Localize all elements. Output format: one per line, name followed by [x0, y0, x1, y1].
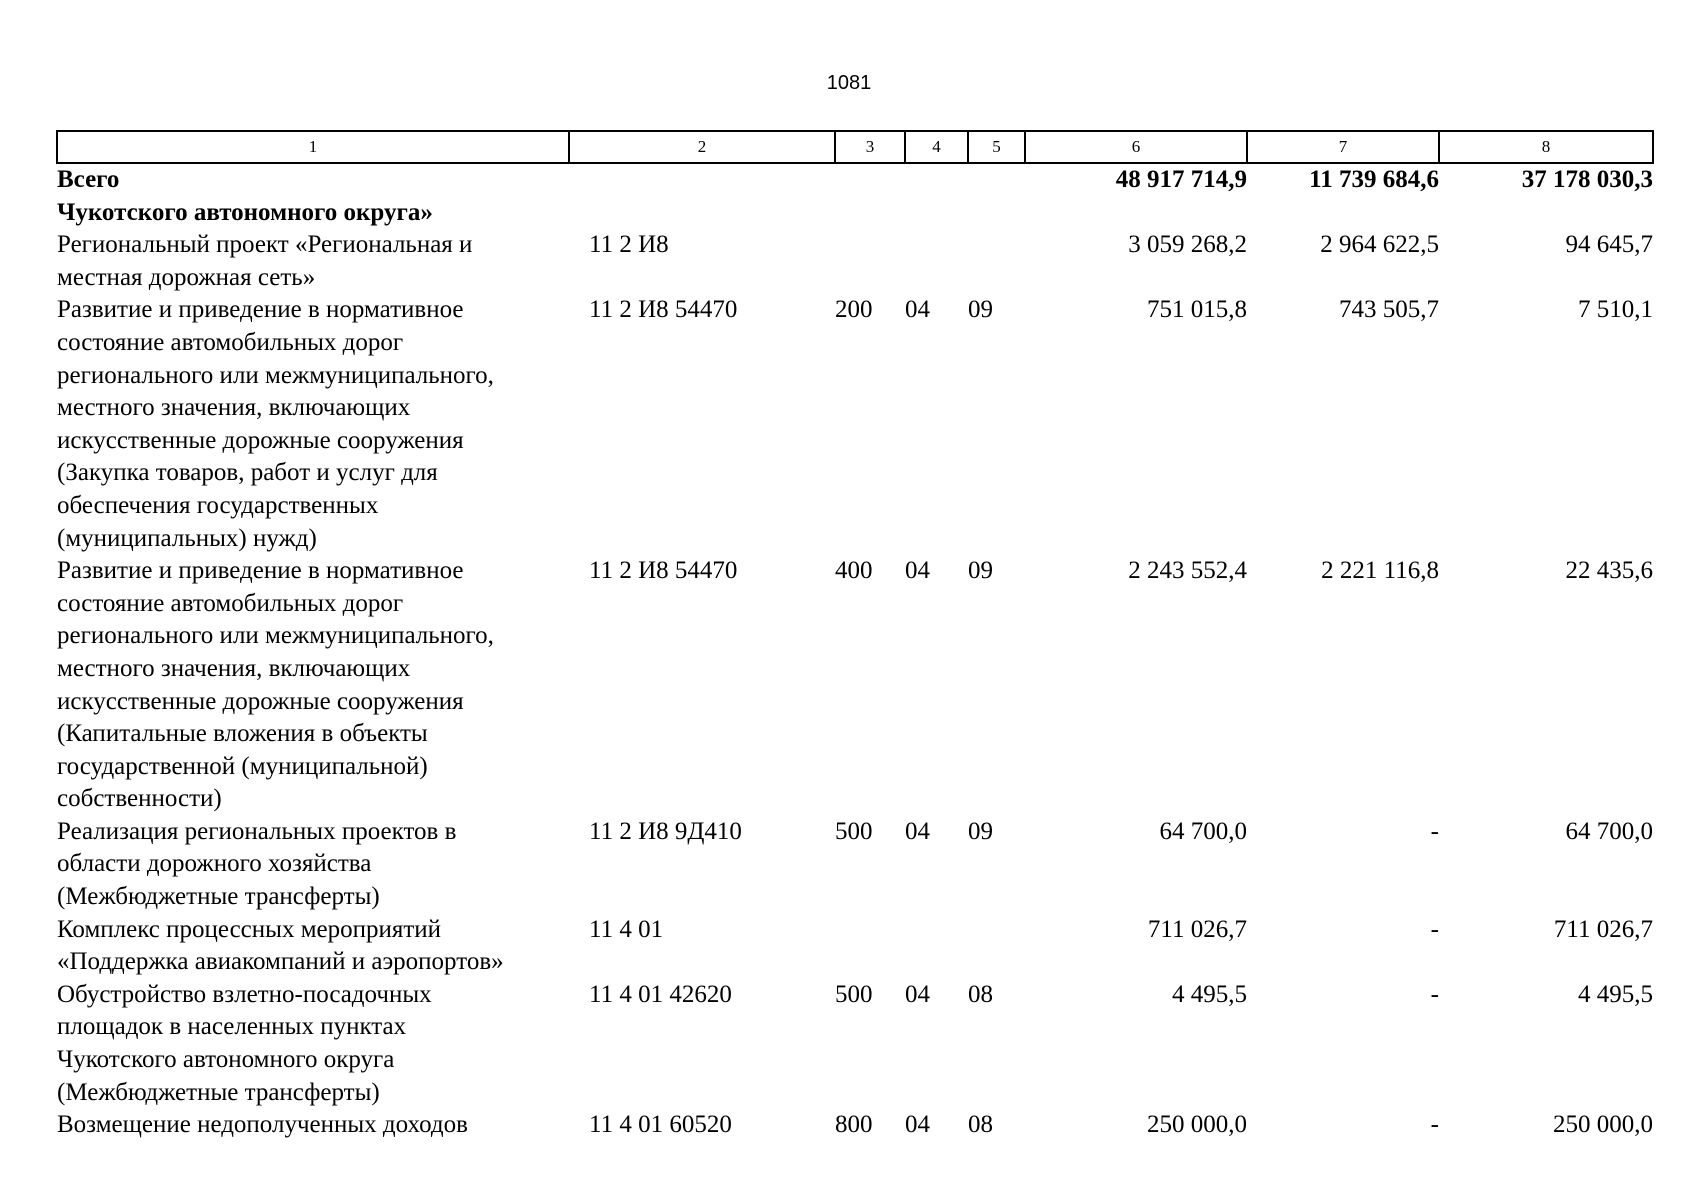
row-value-6: 2 243 552,4: [1128, 557, 1247, 585]
row-code: 11 2 И8: [589, 231, 669, 259]
row-value-6: 64 700,0: [1159, 817, 1247, 845]
row-col-5: [968, 914, 1025, 979]
table-row: [57, 1109, 1653, 1142]
row-col-4: 04: [905, 1111, 930, 1139]
row-value-8: 4 495,5: [1578, 980, 1653, 1008]
table-row: [57, 979, 1653, 1109]
row-name: Развитие и приведение в нормативное состояние автомобильных дорог регионального или межмуниципального, местного значения, включающих искусственные дорожные сооружения (Капитальные вложения в объекты государственной (муниципальной) собственности): [57, 557, 494, 813]
row-value-8: 250 000,0: [1553, 1111, 1653, 1139]
row-value-6: 3 059 268,2: [1128, 231, 1247, 259]
row-name: Всего Чукотского автономного округа»: [57, 166, 433, 226]
row-value-6: 751 015,8: [1147, 296, 1247, 324]
row-value-7: 2 221 116,8: [1321, 557, 1439, 585]
row-name: Региональный проект «Региональная и местная дорожная сеть»: [57, 231, 473, 291]
row-col-3: [835, 163, 905, 229]
row-value-7: -: [1430, 1111, 1439, 1139]
row-name: Комплекс процессных мероприятий «Поддержка авиакомпаний и аэропортов»: [57, 915, 504, 976]
row-value-8: 22 435,6: [1565, 557, 1653, 585]
row-name: Возмещение недополученных доходов: [57, 1111, 468, 1139]
row-value-6: 711 026,7: [1147, 915, 1247, 943]
row-col-5: 08: [968, 980, 993, 1008]
row-col-5: 09: [968, 296, 993, 324]
row-name: Развитие и приведение в нормативное состояние автомобильных дорог регионального или межмуниципального, местного значения, включающих искусственные дорожные сооружения (Закупка товаров, работ и услуг для обеспечения государственных (муниципальных) нужд): [57, 296, 494, 552]
row-code: 11 4 01: [589, 915, 664, 943]
row-value-7: 11 739 684,6: [1309, 166, 1439, 193]
row-value-8: 64 700,0: [1565, 817, 1653, 845]
row-value-6: 48 917 714,9: [1115, 166, 1247, 193]
row-col-4: [905, 914, 968, 979]
row-name: Реализация региональных проектов в области дорожного хозяйства (Межбюджетные трансферты): [57, 817, 457, 911]
row-col-4: 04: [905, 817, 930, 845]
row-value-8: 7 510,1: [1578, 296, 1653, 324]
header-col-7: 7: [1247, 131, 1439, 163]
row-value-6: 250 000,0: [1147, 1111, 1247, 1139]
table-row: [57, 555, 1653, 816]
header-col-1: 1: [57, 131, 569, 163]
row-col-5: 09: [968, 557, 993, 585]
row-col-4: [905, 163, 968, 229]
row-name: Обустройство взлетно-посадочных площадок в населенных пунктах Чукотского автономного округа (Межбюджетные трансферты): [57, 980, 432, 1106]
row-col-3: 400: [835, 557, 873, 585]
row-col-3: 200: [835, 296, 873, 324]
row-code: 11 4 01 42620: [589, 980, 732, 1008]
row-value-7: -: [1430, 915, 1439, 943]
row-code: 11 4 01 60520: [589, 1111, 732, 1139]
row-value-7: 2 964 622,5: [1320, 231, 1439, 259]
row-value-8: 37 178 030,3: [1521, 166, 1653, 193]
row-value-6: 4 495,5: [1172, 980, 1247, 1008]
row-col-3: 500: [835, 817, 873, 845]
row-col-3: [835, 229, 905, 294]
row-col-5: [968, 229, 1025, 294]
row-col-3: 800: [835, 1111, 873, 1139]
row-code: 11 2 И8 9Д410: [589, 817, 742, 845]
row-col-5: 09: [968, 817, 993, 845]
header-col-4: 4: [905, 131, 968, 163]
page-number: 1081: [826, 72, 872, 94]
row-value-8: 94 645,7: [1565, 231, 1653, 259]
budget-table: [56, 130, 1654, 1142]
row-col-4: 04: [905, 980, 930, 1008]
table-row: [57, 229, 1653, 294]
header-col-3: 3: [835, 131, 905, 163]
row-col-3: [835, 914, 905, 979]
row-col-4: [905, 229, 968, 294]
column-number-header: [57, 131, 1653, 163]
table-row: [57, 914, 1653, 979]
row-code: 11 2 И8 54470: [589, 557, 738, 585]
row-code: [569, 163, 835, 229]
table-row: [57, 294, 1653, 555]
table-row-total: [57, 163, 1653, 229]
row-value-8: 711 026,7: [1553, 915, 1653, 943]
row-value-7: -: [1430, 817, 1439, 845]
row-col-5: [968, 163, 1025, 229]
header-col-2: 2: [569, 131, 835, 163]
row-value-7: 743 505,7: [1339, 296, 1439, 324]
header-col-5: 5: [968, 131, 1025, 163]
row-col-3: 500: [835, 980, 873, 1008]
row-col-5: 08: [968, 1111, 993, 1139]
row-code: 11 2 И8 54470: [589, 296, 738, 324]
row-col-4: 04: [905, 557, 930, 585]
row-value-7: -: [1430, 980, 1439, 1008]
row-col-4: 04: [905, 296, 930, 324]
table-row: [57, 816, 1653, 914]
header-col-8: 8: [1439, 131, 1653, 163]
header-col-6: 6: [1025, 131, 1247, 163]
